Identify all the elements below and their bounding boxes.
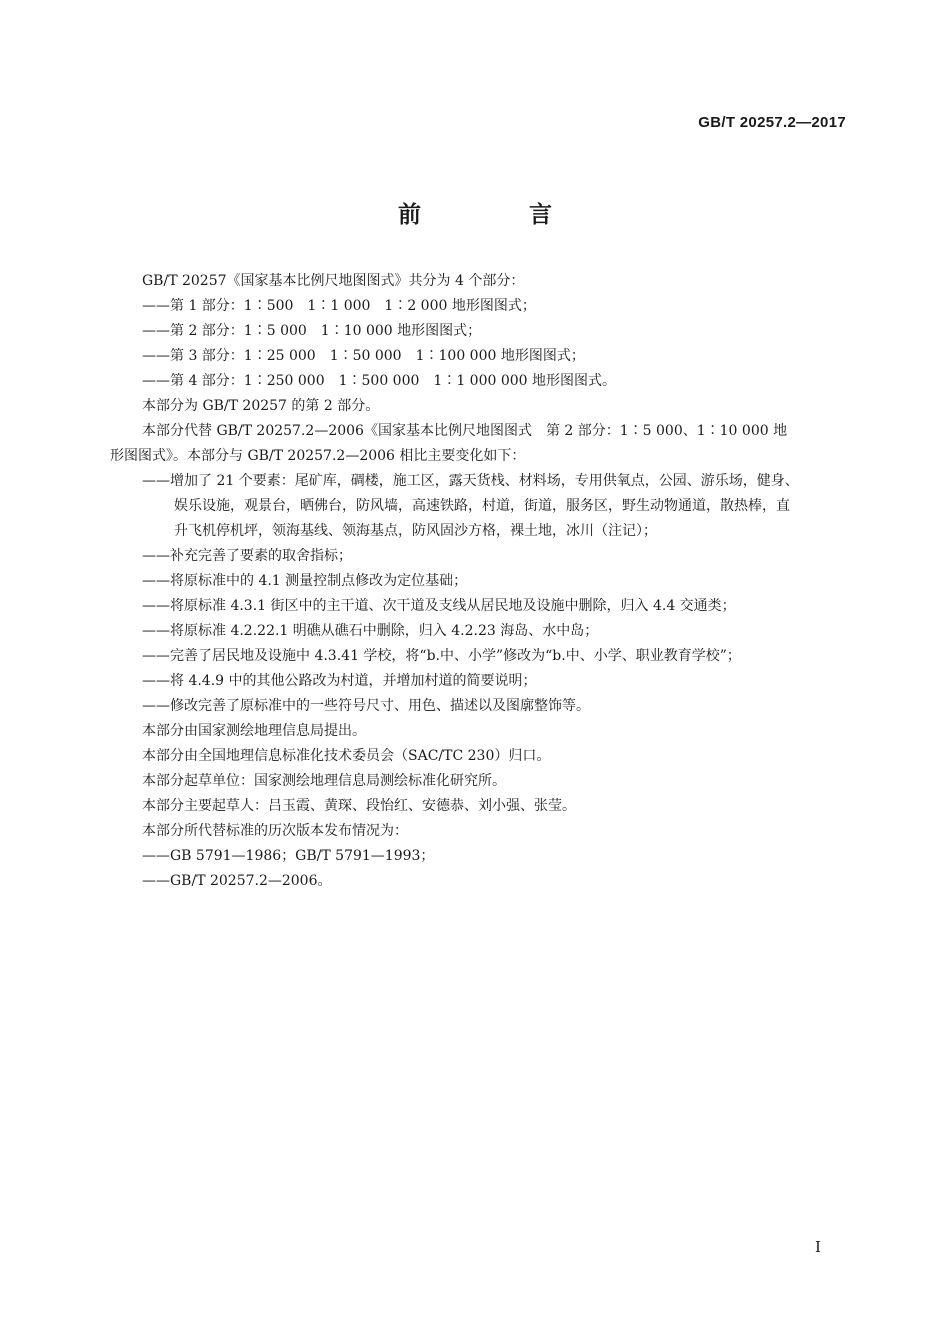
paragraph-line: 本部分由国家测绘地理信息局提出。: [142, 723, 366, 739]
page-number: I: [815, 1238, 821, 1256]
paragraph-line: 本部分为 GB/T 20257 的第 2 部分。: [142, 398, 380, 414]
paragraph-line: ——第 1 部分：1∶500 1∶1 000 1∶2 000 地形图图式；: [142, 298, 536, 314]
paragraph-line: ——完善了居民地及设施中 4.3.41 学校，将“b.中、小学”修改为“b.中、小学、职业教育学校”；: [142, 648, 741, 664]
paragraph-line: 娱乐设施，观景台，晒佛台，防风墙，高速铁路，村道，街道，服务区，野生动物通道，散热棒，直: [174, 498, 790, 514]
paragraph-line: ——GB/T 20257.2—2006。: [142, 873, 332, 889]
paragraph-line: 升飞机停机坪，领海基线、领海基点，防风固沙方格，裸土地，冰川（注记）；: [174, 523, 657, 539]
paragraph-line: ——GB 5791—1986；GB/T 5791—1993；: [142, 848, 435, 864]
paragraph-line: 本部分主要起草人：吕玉霞、黄琛、段怡红、安德恭、刘小强、张莹。: [142, 798, 576, 814]
paragraph-line: 本部分代替 GB/T 20257.2—2006《国家基本比例尺地图图式 第 2 部分：1∶5 000、1∶10 000 地: [142, 423, 788, 439]
standard-code: GB/T 20257.2—2017: [698, 114, 846, 131]
paragraph-line: ——第 2 部分：1∶5 000 1∶10 000 地形图图式；: [142, 323, 482, 339]
paragraph-line: 本部分起草单位：国家测绘地理信息局测绘标准化研究所。: [142, 773, 506, 789]
paragraph-line: GB/T 20257《国家基本比例尺地图图式》共分为 4 个部分：: [142, 273, 525, 289]
paragraph-line: ——将原标准中的 4.1 测量控制点修改为定位基础；: [142, 573, 468, 589]
paragraph-line: ——将 4.4.9 中的其他公路改为村道，并增加村道的简要说明；: [142, 673, 537, 689]
paragraph-line: ——补充完善了要素的取舍指标；: [142, 548, 352, 564]
paragraph-line: 形图图式》。本部分与 GB/T 20257.2—2006 相比主要变化如下：: [110, 448, 526, 464]
paragraph-line: ——将原标准 4.2.22.1 明礁从礁石中删除，归入 4.2.23 海岛、水中岛；: [142, 623, 599, 639]
paragraph-line: 本部分由全国地理信息标准化技术委员会（SAC/TC 230）归口。: [142, 748, 551, 764]
paragraph-line: ——第 4 部分：1∶250 000 1∶500 000 1∶1 000 000 地形图图式。: [142, 373, 617, 389]
paragraph-line: ——将原标准 4.3.1 街区中的主干道、次干道及支线从居民地及设施中删除，归入 4.4 交通类；: [142, 598, 736, 614]
paragraph-line: ——第 3 部分：1∶25 000 1∶50 000 1∶100 000 地形图图式；: [142, 348, 585, 364]
paragraph-line: 本部分所代替标准的历次版本发布情况为：: [142, 823, 408, 839]
page-title: 前 言: [397, 202, 602, 228]
paragraph-line: ——修改完善了原标准中的一些符号尺寸、用色、描述以及图廓整饰等。: [142, 698, 590, 714]
paragraph-line: ——增加了 21 个要素：尾矿库，碉楼，施工区，露天货栈、材料场，专用供氧点，公园、游乐场，健身、: [142, 473, 799, 489]
